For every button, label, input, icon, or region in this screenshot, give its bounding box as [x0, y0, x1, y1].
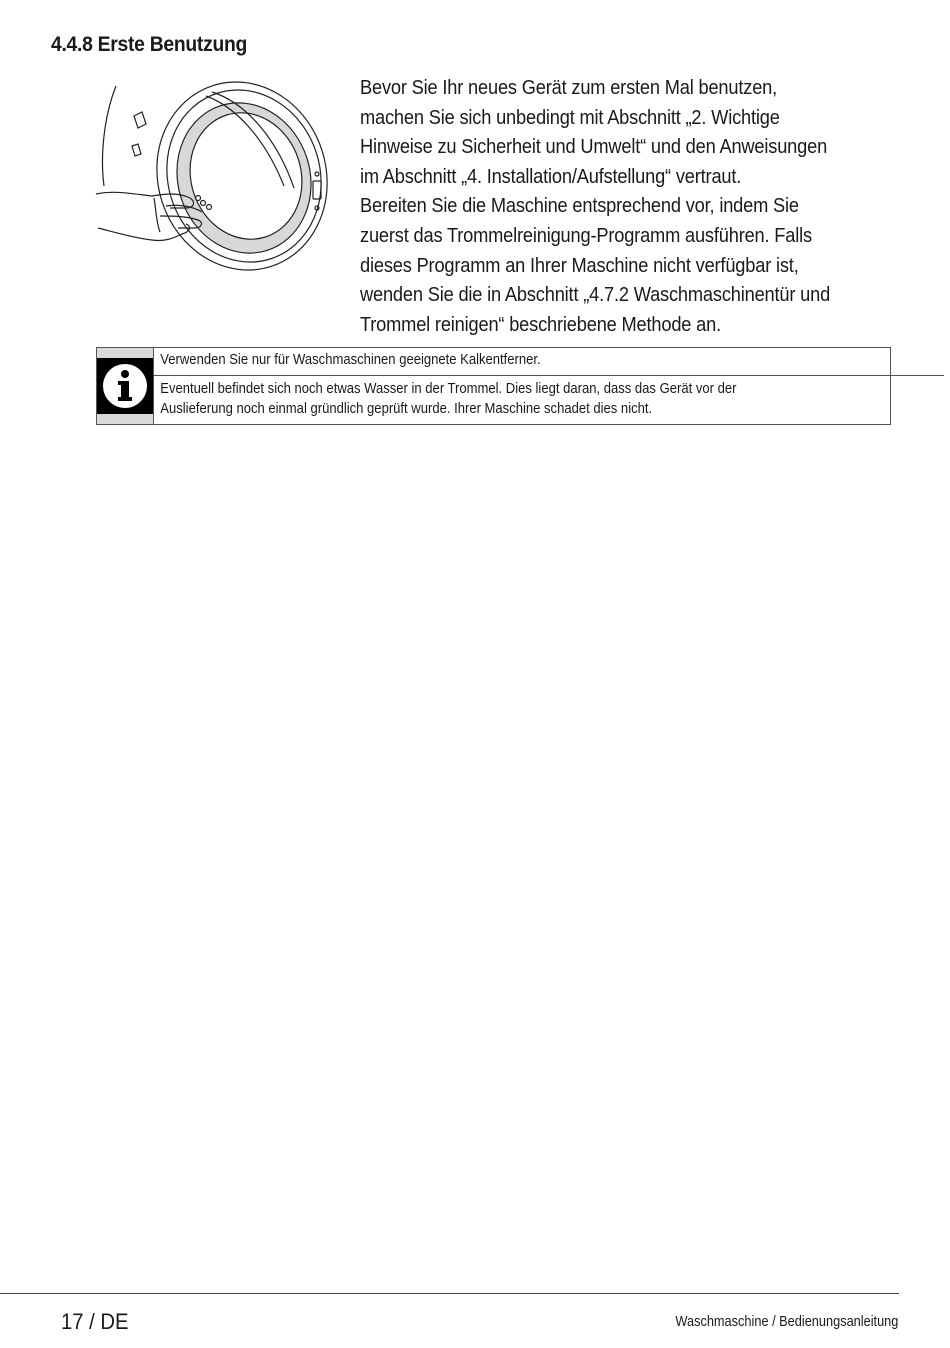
info-notes — [154, 348, 944, 424]
info-note: Eventuell befindet sich noch etwas Wasser in der Trommel. Dies liegt daran, dass das Gerät vor der Auslieferung noch einmal gründlich geprüft wurde. Ihrer Maschine schadet dies nicht. — [160, 381, 737, 417]
info-icon-cell — [97, 348, 154, 424]
footer-divider — [0, 1293, 899, 1294]
intro-paragraph: Bevor Sie Ihr neues Gerät zum ersten Mal benutzen, machen Sie sich unbedingt mit Abschnitt „2. Wichtige Hinweise zu Sicherheit und Umwelt“ und den Anweisungen im Abschnitt „4. Installation/Aufstellung“ vertraut. — [360, 76, 828, 188]
info-icon — [97, 358, 153, 414]
intro-paragraph: Bereiten Sie die Maschine entsprechend vor, indem Sie zuerst das Trommelreinigung-Programm ausführen. Falls dieses Programm an Ihrer Maschine nicht verfügbar ist, wenden Sie die in Abschnitt „4.7.2 Waschmaschinentür und Trommel reinigen“ beschriebene Methode an. — [360, 194, 831, 336]
section-heading: 4.4.8 Erste Benutzung — [51, 33, 248, 56]
document-title: Waschmaschine / Bedienungsanleitung — [675, 1314, 898, 1330]
info-note: Verwenden Sie nur für Waschmaschinen geeignete Kalkentferner. — [160, 352, 541, 368]
intro-text — [360, 73, 885, 339]
page-number: 17 / DE — [61, 1309, 129, 1334]
info-box — [96, 347, 891, 425]
washing-machine-door-hand-icon — [94, 76, 330, 276]
